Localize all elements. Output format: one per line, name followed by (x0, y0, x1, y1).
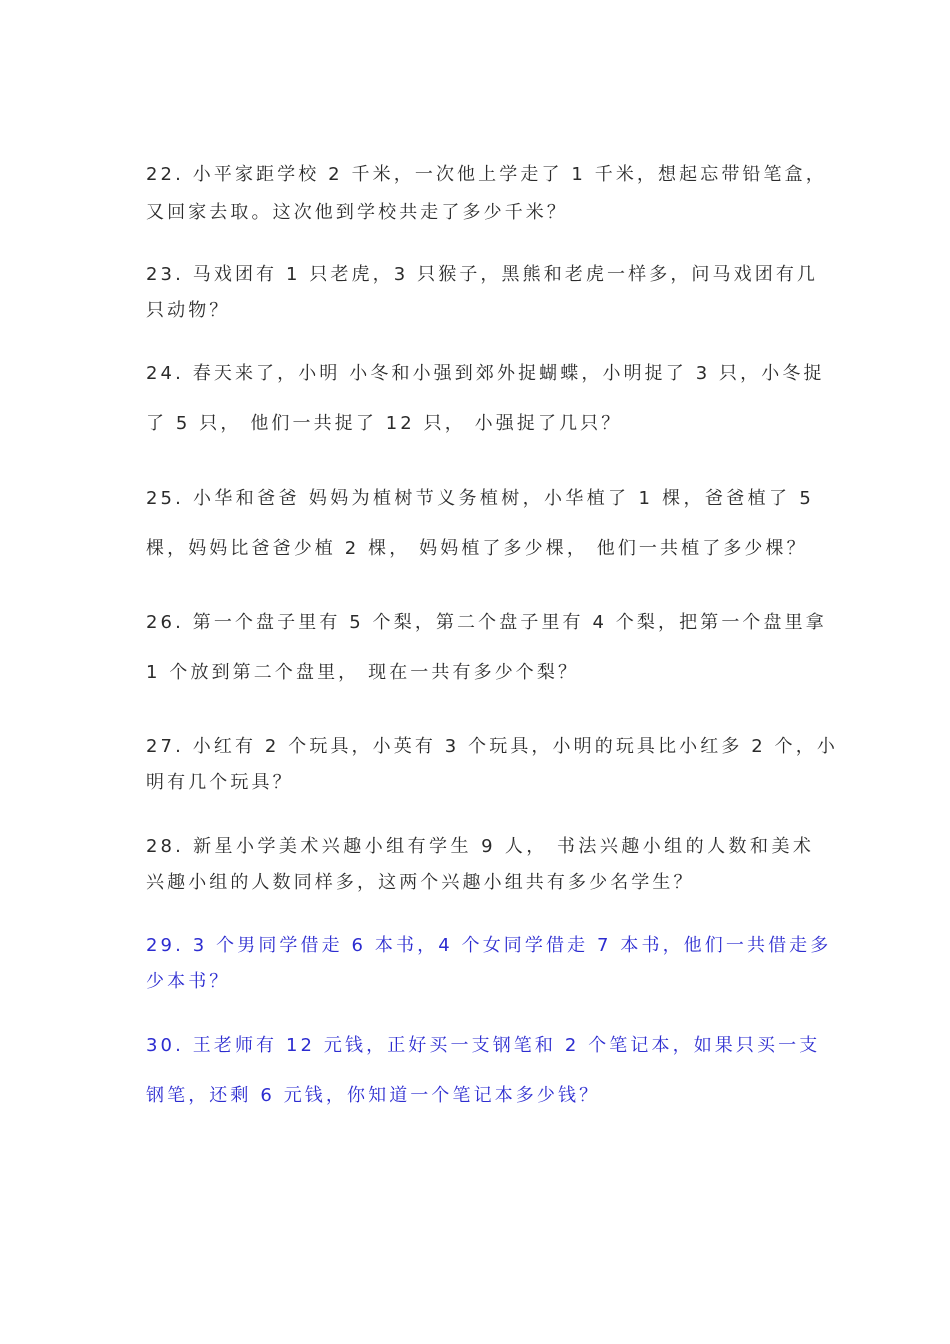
problem-line: 30. 王老师有 12 元钱，正好买一支钢笔和 2 个笔记本，如果只买一支 (146, 1035, 821, 1056)
problem-line: 钢笔，还剩 6 元钱，你知道一个笔记本多少钱？ (146, 1085, 601, 1106)
problem-line: 25. 小华和爸爸 妈妈为植树节义务植树，小华植了 1 棵，爸爸植了 5 (146, 488, 814, 509)
problem-line: 29. 3 个男同学借走 6 本书，4 个女同学借走 7 本书，他们一共借走多 (146, 935, 832, 956)
problem-line: 少本书？ (146, 971, 231, 992)
problem-line: 又回家去取。这次他到学校共走了多少千米？ (146, 202, 568, 223)
problem-line: 26. 第一个盘子里有 5 个梨，第二个盘子里有 4 个梨，把第一个盘里拿 (146, 612, 827, 633)
problem-line: 只动物？ (146, 300, 231, 321)
problem-line: 23. 马戏团有 1 只老虎，3 只猴子，黑熊和老虎一样多，问马戏团有几 (146, 264, 819, 285)
problem-line: 28. 新星小学美术兴趣小组有学生 9 人， 书法兴趣小组的人数和美术 (146, 836, 814, 857)
problem-line: 棵，妈妈比爸爸少植 2 棵， 妈妈植了多少棵， 他们一共植了多少棵？ (146, 538, 808, 559)
problem-line: 明有几个玩具？ (146, 772, 294, 793)
problem-line: 22. 小平家距学校 2 千米，一次他上学走了 1 千米，想起忘带铅笔盒， (146, 164, 827, 185)
problem-line: 1 个放到第二个盘里， 现在一共有多少个梨？ (146, 662, 580, 683)
problem-line: 兴趣小组的人数同样多，这两个兴趣小组共有多少名学生？ (146, 872, 695, 893)
problem-line: 24. 春天来了，小明 小冬和小强到郊外捉蝴蝶，小明捉了 3 只，小冬捉 (146, 363, 825, 384)
problem-line: 了 5 只， 他们一共捉了 12 只， 小强捉了几只？ (146, 413, 623, 434)
problem-line: 27. 小红有 2 个玩具，小英有 3 个玩具，小明的玩具比小红多 2 个，小 (146, 736, 838, 757)
